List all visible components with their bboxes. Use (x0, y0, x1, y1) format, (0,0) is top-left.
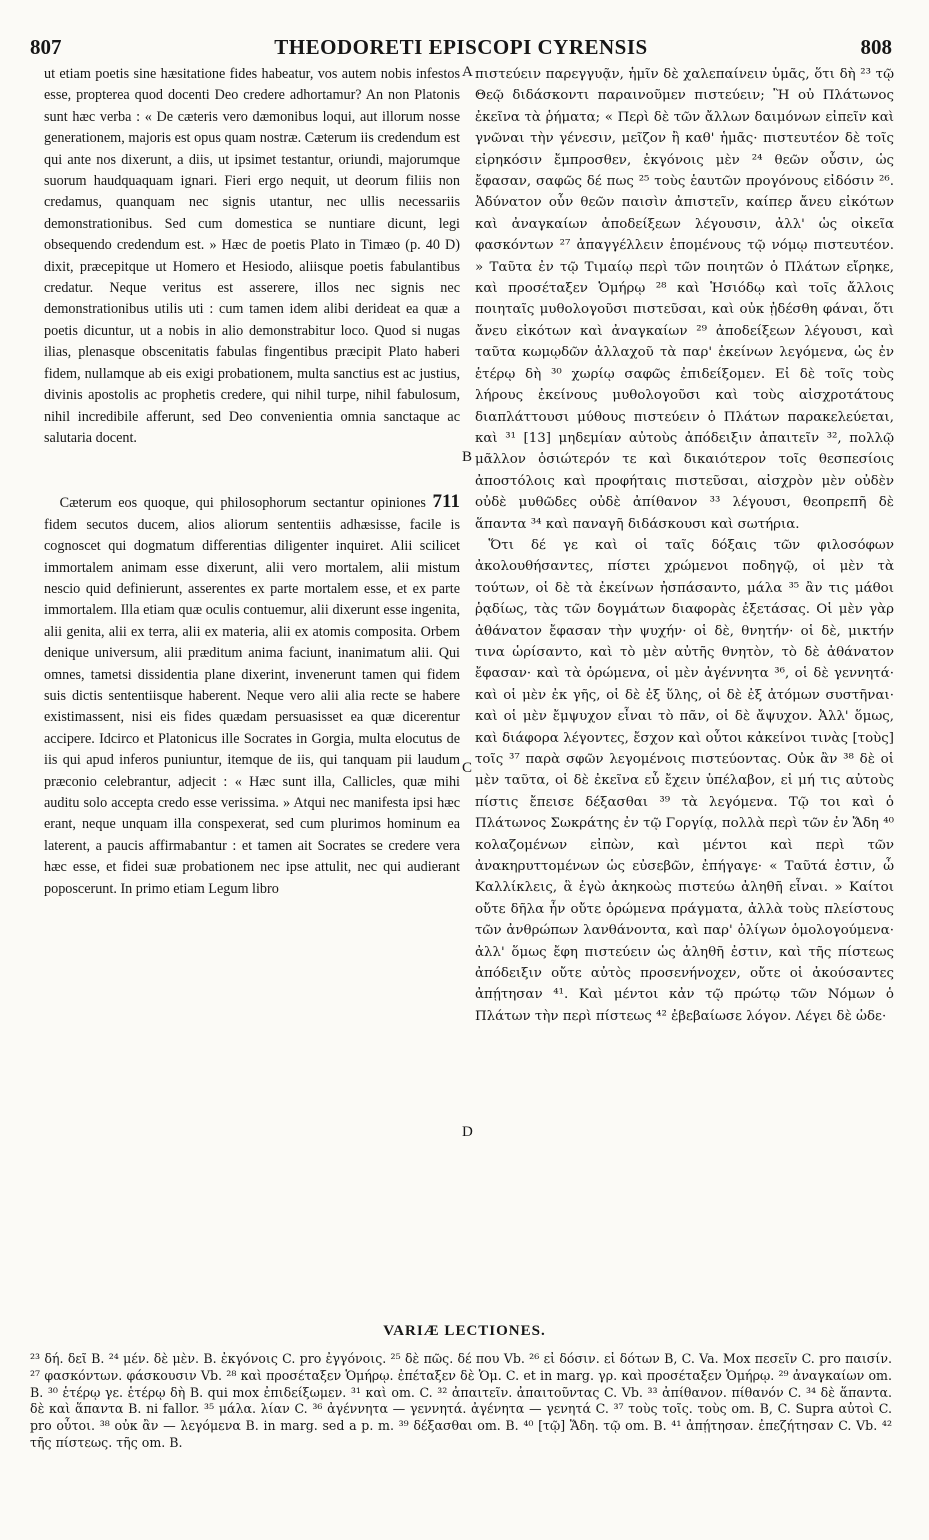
margin-mark-d: D (462, 1124, 473, 1140)
latin-paragraph-2 (44, 491, 460, 900)
margin-mark-b: B (462, 449, 473, 465)
footnote-text: ²³ δή. δεῖ B. ²⁴ μέν. δὲ μὲν. B. ἐκγόνοις C. pro ἐγγόνοις. ²⁵ δὲ πῶς. δέ που Vb. ²⁶ εἰ δόσιν. εἰ δότων B, C. Va. Mox πεσεῖν C. pro παισίν. ²⁷ φασκόντων. φάσκουσιν Vb. ²⁸ καὶ προσέταξεν Ὁμήρῳ. ἐπέταξεν δὲ Ὁμ. C. et in marg. γρ. καὶ προσέταξεν Ὁμήρῳ. ²⁹ ἀναγκαίων om. B. ³⁰ ἑτέρῳ γε. ἑτέρῳ δὴ B. qui mox ἐπιδείξωμεν. ³¹ καὶ om. C. ³² ἀπαιτεῖν. ἀπαιτοῦντας C. Vb. ³³ ἀπίθανον. πίθανόν C. ³⁴ δὲ ἅπαντα. δὲ καὶ ἅπαντα B. ni fallor. ³⁵ μάλα. λίαν C. ³⁶ ἀγέννητα — γεννητά. ἀγένητα — γενητά C. ³⁷ τοὺς τοῖς. τοὺς om. B, C. Supra αὐτοὶ C. pro οὗτοι. ³⁸ οὐκ ἂν — λεγόμενα B. in marg. sed a p. m. ³⁹ δέξασθαι om. B. ⁴⁰ [τῷ] Ἅδη. τῷ om. B. ⁴¹ ἀπῄτησαν. ἐπεζήτησαν C. Vb. ⁴² τῆς πίστεως. τῆς om. B. (30, 1351, 892, 1450)
latin-paragraph-2-rest: fidem secutos ducem, alios aliorum sententiis adhæsisse, facile is cognoscet qui dogmatum differentias diligenter inquiret. Alii scilicet immortalem animam esse dixerunt, alii vero mortalem, alii mistum nescio quid definierunt, asserentes ex parte mortalem esse, et ex parte immortalem. Illa etiam quæ oculis contuemur, alii dixerunt esse ingenita, alii genita, alii ex terra, alii ex materia, alii ex atomis composita. Orbem denique universum, alii præditum anima faciunt, inanimatum alii. Qui omnes, tametsi dissidentia plane dixerint, invenerunt tamen qui fidem suis dictis sententiisque haberent. Neque vero alii alia recte se habere existimassent, nisi eis fides quædam persuasisset ea quæ dicerentur accipere. Idcirco et Platonicus ille Socrates in Gorgia, multa elocutus de iis qui apud inferos puniuntur, itemque de iis, qui tanquam pii laudum præconio celebrantur, adjecit : « Hæc sunt illa, Callicles, quæ mihi auditu solo accepta credo esse verissima. » Atqui nec manifesta ipsi hæc erant, neque unquam illa conspexerat, sed cum plurimos hominum ea laterent, a paucis affirmabantur : et tamen ait Socrates se credere vera hæc esse, et fidei suæ probationem nec ipse attulit, nec qui audierant poposcerunt. In primo etiam Legum libro (44, 516, 460, 897)
margin-mark-c: C (462, 760, 473, 776)
greek-column (475, 64, 894, 1027)
latin-column (44, 64, 460, 900)
running-header (30, 30, 892, 64)
running-title: THEODORETI EPISCOPI CYRENSIS (274, 35, 648, 59)
page-number-right: 808 (860, 35, 892, 59)
variae-lectiones-notes (30, 1351, 892, 1452)
margin-mark-a: A (462, 64, 473, 80)
greek-paragraph-1: πιστεύειν παρεγγυᾷν, ἡμῖν δὲ χαλεπαίνειν ὑμᾶς, ὅτι δὴ ²³ τῷ Θεῷ διδάσκοντι παραινοῦμεν πιστεύειν; Ἢ οὐ Πλάτωνος ἐκεῖνα τὰ ῥήματα; « Περὶ δὲ τῶν ἄλλων δαιμόνων εἰπεῖν καὶ γνῶναι τὴν γένεσιν, μεῖζον ἢ καθ' ἡμᾶς· πιστευτέον δὲ τοῖς εἰρηκόσιν ἔμπροσθεν, ἐκγόνοις μὲν ²⁴ θεῶν οὖσιν, ὡς ἔφασαν, σαφῶς δέ πως ²⁵ τοὺς ἑαυτῶν προγόνους εἰδόσιν ²⁶. Ἀδύνατον οὖν θεῶν παισὶν ἀπιστεῖν, καίπερ ἄνευ εἰκότων καὶ ἀναγκαίων ἀποδείξεων λέγουσιν, ἀλλ' ὡς οἰκεῖα φασκόντων ²⁷ ἀπαγγέλλειν ἑπομένους τῷ νόμῳ πιστευτέον. » Ταῦτα ἐν τῷ Τιμαίῳ περὶ τῶν ποιητῶν ὁ Πλάτων εἴρηκε, καὶ προσέταξεν Ὁμήρῳ ²⁸ καὶ Ἡσιόδῳ καὶ τοῖς ἄλλοις ποιηταῖς μυθολογοῦσι πιστεῦσαι, καὶ οὐκ ᾐδέσθη φάναι, ὅτι ἄνευ εἰκότων καὶ ἀναγκαίων ²⁹ ἀποδείξεων λέγουσι, καὶ ταῦτα κωμῳδῶν ἀλλαχοῦ τὰ παρ' ἐκείνων λεγόμενα, ὡς ἐν ἑτέρῳ δὴ ³⁰ χωρίῳ σαφῶς ἐπιδείξομεν. Εἰ δὲ τοῖς τοὺς λήρους ἐκείνους μυθολογοῦσι καὶ τοὺς αἰσχροτάτους διαπλάττουσι μύθους πιστεύειν ὁ Πλάτων παρακελεύεται, καὶ ³¹ [13] μηδεμίαν αὐτοὺς ἀπόδειξιν ἀπαιτεῖν ³², πολλῷ μᾶλλον ὁσιώτερόν τε καὶ δικαιότερον τοῖς θεσπεσίοις ἀποστόλοις καὶ προφήταις πιστεῦσαι, αἰσχρὸν μὲν οὐδὲν οὐδὲ μυθῶδες οὐδὲ ἀπίθανον ³³ λέγουσι, θεοπρεπῆ δὲ ἅπαντα ³⁴ καὶ παναγῆ διδάσκουσι καὶ σωτήρια. (475, 67, 894, 532)
greek-paragraph-2: Ὅτι δέ γε καὶ οἱ ταῖς δόξαις τῶν φιλοσόφων ἀκολουθήσαντες, πίστει χρώμενοι ποδηγῷ, οἱ μὲν τὰ τούτων, οἱ δὲ τὰ ἐκείνων ἠσπάσαντο, μάλα ³⁵ ἂν τις μάθοι ῥᾳδίως, τὰς τῶν δογμάτων διαφορὰς ἐξετάσας. Οἱ μὲν γὰρ ἀθάνατον ἔφασαν τὴν ψυχήν· οἱ δὲ, θνητήν· οἱ δὲ, μικτήν τινα ὡρίσαντο, καὶ τὸ μὲν αὐτῆς θνητὸν, τὸ δὲ ἀθάνατον ἔφασαν· καὶ τὰ ὁρώμενα, οἱ μὲν ἀγέννητα ³⁶, οἱ δὲ γεννητά· καὶ οἱ μὲν ἐκ γῆς, οἱ δὲ ἐξ ὕλης, οἱ δὲ ἐξ ἀτόμων συστῆναι· καὶ οἱ μὲν ἔμψυχον εἶναι τὸ πᾶν, οἱ δὲ ἄψυχον. Ἀλλ' ὅμως, καὶ διάφορα λέγοντες, ἔσχον καὶ οὗτοι κἀκείνοι τινὰς [τοὺς] τοῖς ³⁷ παρὰ σφῶν λεγομένοις πιστεύοντας. Οὐκ ἂν ³⁸ δὲ οἱ μὲν ταῦτα, οἱ δὲ ἐκεῖνα εὖ ἔχειν ὑπέλαβον, εἰ μή τις αὐτοὺς πίστις ἔπεισε δέξασθαι ³⁹ τὰ λεγόμενα. Τῷ τοι καὶ ὁ Πλάτωνος Σωκράτης ἐν τῷ Γοργίᾳ, πολλὰ περὶ τῶν ἐν Ἅδη ⁴⁰ κολαζομένων εἰπὼν, καὶ μέντοι καὶ περὶ τῶν ἀνακηρυττομένων ὡς εὐσεβῶν, ἐπήγαγε· « Ταῦτά ἐστιν, ὦ Καλλίκλεις, ἃ ἐγὼ ἀκηκοὼς πιστεύω ἀληθῆ εἶναι. » Καίτοι οὔτε δῆλα ἦν οὔτε ὁρώμενα πράγματα, ἀλλὰ τοὺς πλείστους τῶν ἀνθρώπων λανθάνοντα, καὶ παρ' ὀλίγων ὁμολογούμενα· ἀλλ' ὅμως ἔφη πιστεύειν ὡς ἀληθῆ ἐστιν, καὶ τῆς πίστεως ἀπόδειξιν οὔτε αὐτὸς προσενήνοχεν, οὔτε οἱ ἀκούσαντες ἀπῄτησαν ⁴¹. Καὶ μέντοι κἀν τῷ πρώτῳ τῶν Νόμων ὁ Πλάτων τὴν περὶ πίστεως ⁴² ἐβεβαίωσε λόγον. Λέγει δὲ ὡδε· (475, 537, 894, 1024)
column-number-marker: 711 (432, 491, 460, 513)
latin-paragraph-1: ut etiam poetis sine hæsitatione fides habeatur, vos autem nobis infestos esse, propterea quod docenti Deo credere adhortamur? An non Platonis sunt hæc verba : « De cæteris vero dæmonibus loqui, aut illorum nosse generationem, majoris est opus quam nostræ. Cæterum iis credendum est qui ante nos dixerunt, a diis, ut ipsimet testantur, oriundi, majorumque suorum haudquaquam ignari. Fieri ergo nequit, ut deorum filiis non credamus, quanquam nec signis utantur, nec ullis necessariis demonstrationibus. Sed cum domestica se nuntiare dicunt, legi obsequendo credendum est. » Hæc de poetis Plato in Timæo (p. 40 D) dixit, præcepitque ut Homero et Hesiodo, aliisque poetis fabulantibus credatur. Neque veritus est asserere, illos nec signis nec demonstrationibus utilis uti : cum tamen idem alibi derideat ea quæ a poetis dicuntur, ut a nobis in alio demonstrabitur loco. Quod si nugas ilias, plenasque obscenitatis fabulas fingentibus præcipit Plato haberi fidem, nullamque ab eis exigi probationem, multa sanctius est ac justius, divinis apostolis ac prophetis credere, qui nihil turpe, nihil fabulosum, nihil incredibile afferunt, sed Deo convenientia omnia sanctaque ac salutaria docent. (44, 66, 460, 446)
variae-lectiones-title: VARIÆ LECTIONES. (383, 1323, 546, 1339)
page-number-left: 807 (30, 35, 62, 59)
latin-paragraph-2-start: Cæterum eos quoque, qui philosophorum sectantur opiniones (59, 495, 426, 512)
